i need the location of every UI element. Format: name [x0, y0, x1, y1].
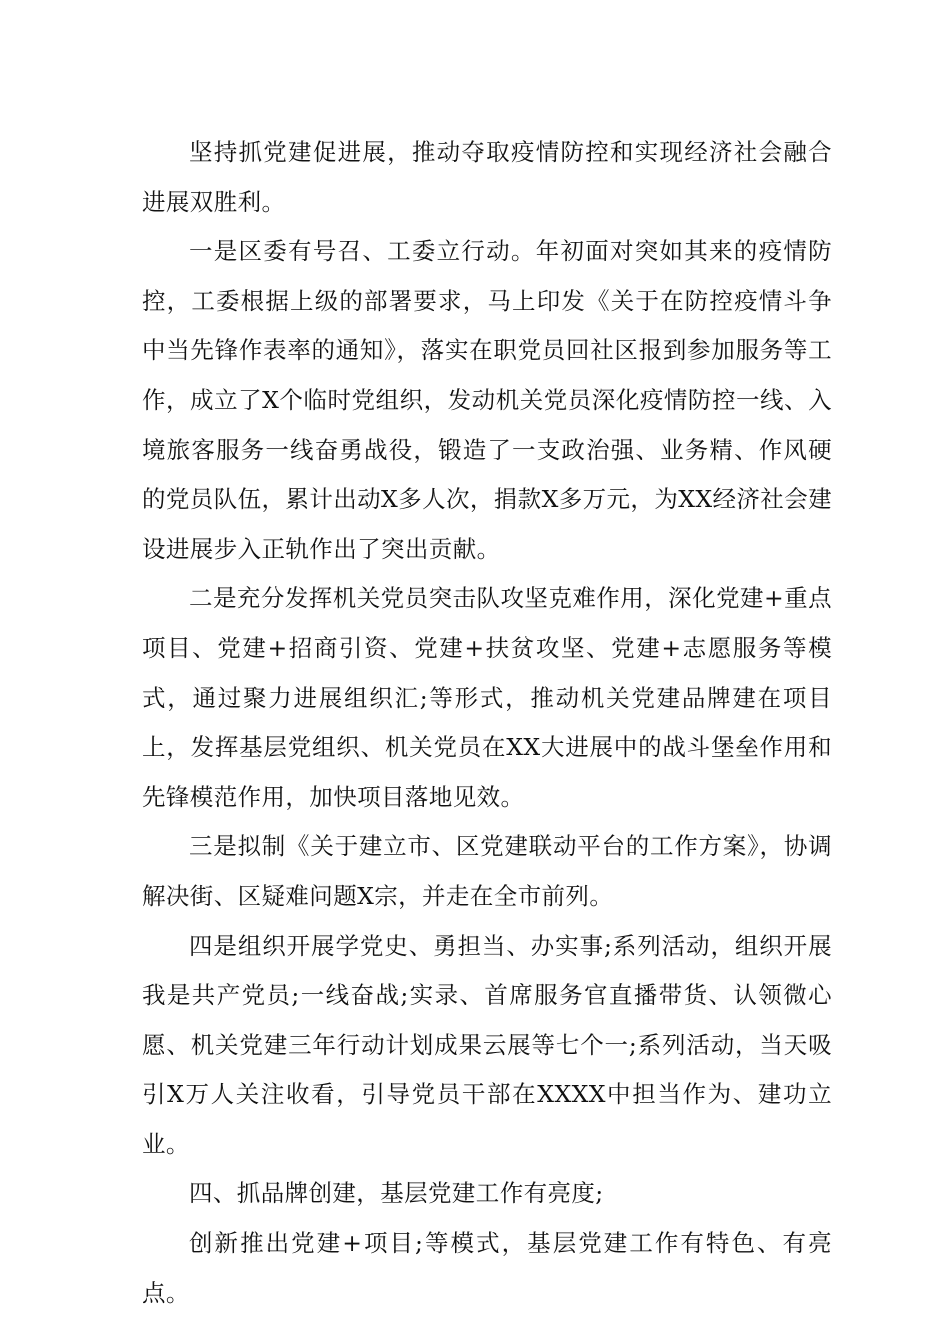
paragraph-4: 三是拟制《关于建立市、区党建联动平台的工作方案》，协调解决街、区疑难问题X宗，并走在全市前列。	[142, 832, 832, 910]
paragraph-1: 坚持抓党建促进展，推动夺取疫情防控和实现经济社会融合进展双胜利。	[142, 138, 832, 216]
paragraph-3: 二是充分发挥机关党员突击队攻坚克难作用，深化党建+重点项目、党建+招商引资、党建+扶贫攻坚、党建+志愿服务等模式，通过聚力进展组织汇;等形式，推动机关党建品牌建在项目上，发挥基层党组织、机关党员在XX大进展中的战斗堡垒作用和先锋模范作用，加快项目落地见效。	[142, 584, 832, 811]
paragraph-5: 四是组织开展学党史、勇担当、办实事;系列活动，组织开展我是共产党员;一线奋战;实录、首席服务官直播带货、认领微心愿、机关党建三年行动计划成果云展等七个一;系列活动，当天吸引X万人关注收看，引导党员干部在XXXX中担当作为、建功立业。	[142, 931, 832, 1158]
paragraph-7: 创新推出党建+项目;等模式，基层党建工作有特色、有亮点。	[142, 1229, 832, 1307]
paragraph-2: 一是区委有号召、工委立行动。年初面对突如其来的疫情防控，工委根据上级的部署要求，马上印发《关于在防控疫情斗争中当先锋作表率的通知》，落实在职党员回社区报到参加服务等工作，成立了X个临时党组织，发动机关党员深化疫情防控一线、入境旅客服务一线奋勇战役，锻造了一支政治强、业务精、作风硬的党员队伍，累计出动X多人次，捐款X多万元，为XX经济社会建设进展步入正轨作出了突出贡献。	[142, 237, 832, 563]
document-body	[142, 128, 832, 1318]
paragraph-6: 四、抓品牌创建，基层党建工作有亮度;	[189, 1179, 604, 1208]
